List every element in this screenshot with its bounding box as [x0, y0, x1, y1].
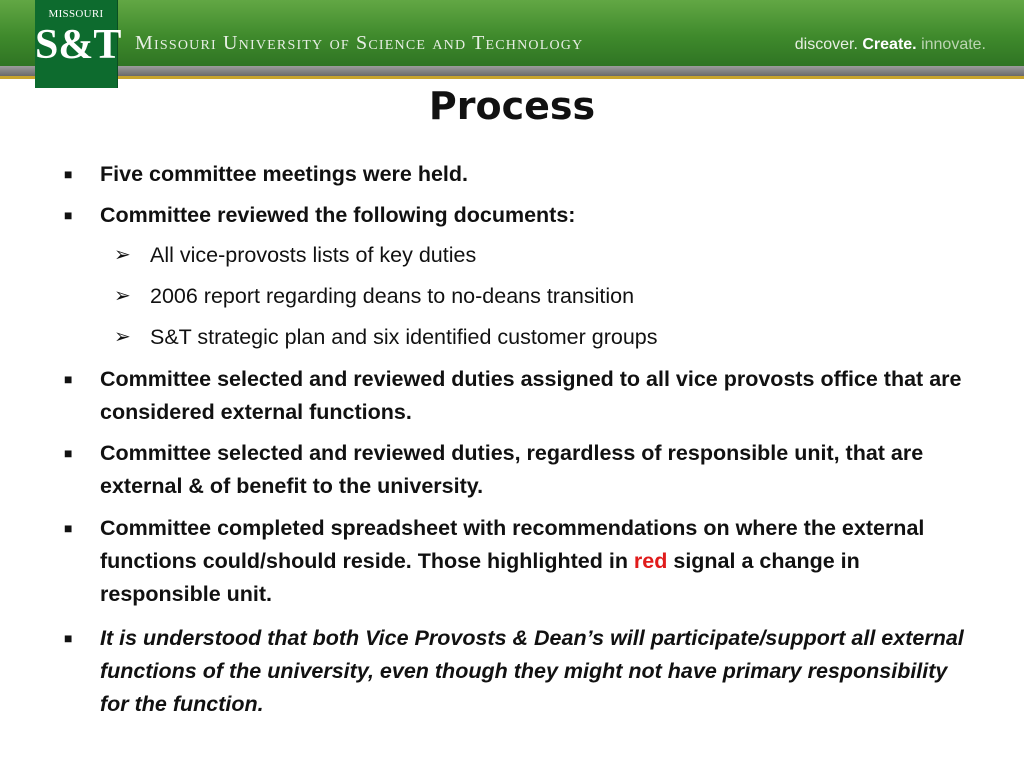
sub-bullet-2006-report [114, 280, 990, 313]
slide-title: Process [428, 84, 596, 128]
sub-bullet-text: S&T strategic plan and six identified customer groups [150, 325, 658, 349]
bullet-spreadsheet [64, 512, 980, 611]
tagline [795, 36, 986, 54]
square-bullet-icon: ■ [64, 445, 73, 461]
sub-bullet-strategic-plan [114, 321, 990, 354]
logo-main-text: S&T [35, 22, 122, 68]
bullet-text-end: signal a change in responsible unit. [100, 549, 860, 606]
header-gold-stripe [0, 76, 1024, 79]
university-logo [35, 0, 122, 88]
square-bullet-icon: ■ [64, 371, 73, 387]
square-bullet-icon: ■ [64, 207, 73, 223]
bullet-text: It is understood that both Vice Provosts & Dean’s will participate/support all external functions of the university, even though they might not have primary responsibility for the function. [100, 626, 964, 716]
red-highlight-word: red [633, 549, 668, 573]
tagline-innovate: innovate. [921, 36, 986, 53]
logo-top-text: MISSOURI [48, 8, 104, 20]
bullet-documents [64, 199, 980, 232]
tagline-discover: discover. [794, 36, 858, 53]
bullet-meetings [64, 158, 980, 191]
bullet-text: Committee selected and reviewed duties assigned to all vice provosts office that are considered external functions. [100, 367, 962, 424]
bullet-text: Five committee meetings were held. [100, 162, 469, 186]
sub-bullet-vice-provosts [114, 239, 990, 272]
square-bullet-icon: ■ [64, 520, 73, 536]
square-bullet-icon: ■ [64, 630, 73, 646]
arrow-bullet-icon: ➢ [114, 244, 131, 266]
sub-bullet-text: 2006 report regarding deans to no-deans transition [150, 284, 635, 308]
bullet-text: Committee selected and reviewed duties, regardless of responsible unit, that are external & of benefit to the university. [100, 441, 924, 498]
university-name: Missouri University of Science and Technology [135, 32, 584, 54]
sub-bullet-text: All vice-provosts lists of key duties [150, 243, 477, 267]
header-gray-stripe [0, 66, 1024, 76]
bullet-participation [64, 622, 980, 721]
bullet-vice-provost-duties [64, 363, 980, 429]
bullet-text-start: Committee completed spreadsheet with recommendations on where the external functions could/should reside. Those highlighted in [100, 516, 925, 573]
tagline-create: Create. [862, 36, 917, 53]
bullet-external-duties [64, 437, 980, 503]
arrow-bullet-icon: ➢ [114, 285, 131, 307]
bullet-text: Committee reviewed the following documents: [100, 203, 576, 227]
arrow-bullet-icon: ➢ [114, 326, 131, 348]
square-bullet-icon: ■ [64, 166, 73, 182]
